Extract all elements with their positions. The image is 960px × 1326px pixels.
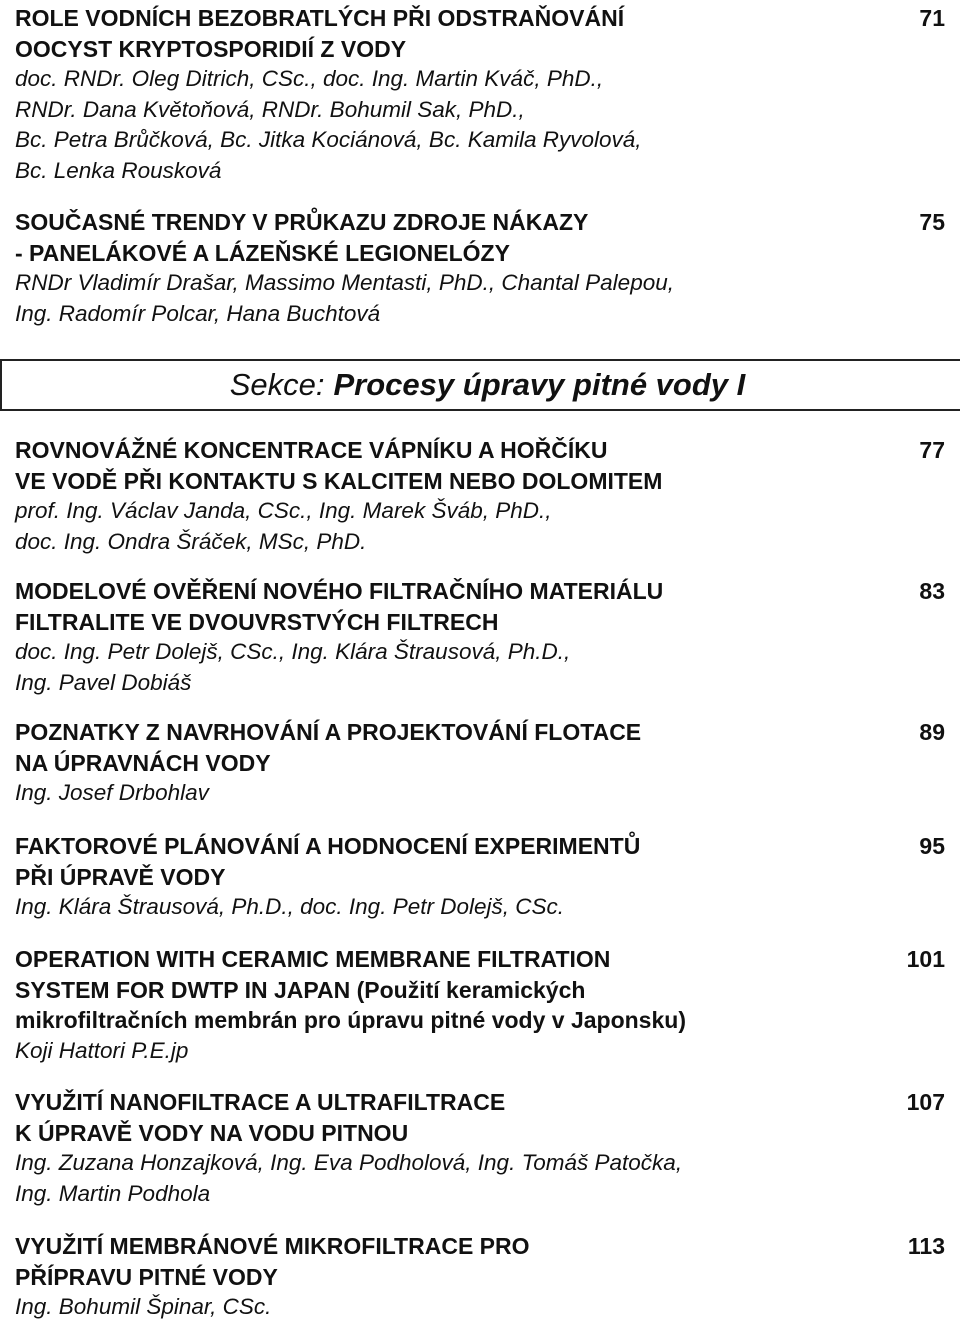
toc-entry	[15, 831, 945, 923]
entry-title-line: VE VODĚ PŘI KONTAKTU S KALCITEM NEBO DOLOMITEM	[15, 467, 663, 494]
entry-authors-line: Ing. Radomír Polcar, Hana Buchtová	[15, 300, 381, 326]
entry-title-line: PŘÍPRAVU PITNÉ VODY	[15, 1263, 278, 1290]
entry-page-number: 95	[919, 833, 945, 859]
entry-title-line: SOUČASNÉ TRENDY V PRŮKAZU ZDROJE NÁKAZY	[15, 209, 589, 235]
entry-authors-line: Ing. Pavel Dobiáš	[15, 669, 192, 695]
entry-authors-line: Ing. Josef Drbohlav	[15, 780, 209, 805]
entry-title-line: PŘI ÚPRAVĚ VODY	[15, 863, 226, 890]
toc-entry	[15, 207, 945, 329]
toc-entry	[15, 944, 945, 1066]
entry-authors-line: prof. Ing. Václav Janda, CSc., Ing. Marek Šváb, PhD.,	[15, 498, 552, 523]
entry-title-line: - PANELÁKOVÉ A LÁZEŇSKÉ LEGIONELÓZY	[15, 239, 510, 266]
entry-authors-line: Ing. Zuzana Honzajková, Ing. Eva Podholová, Ing. Tomáš Patočka,	[15, 1150, 683, 1175]
entry-title-line: MODELOVÉ OVĚŘENÍ NOVÉHO FILTRAČNÍHO MATERIÁLU	[15, 578, 664, 604]
entry-page-number: 113	[907, 1233, 945, 1259]
entry-title-line: ROVNOVÁŽNÉ KONCENTRACE VÁPNÍKU A HOŘČÍKU	[15, 437, 608, 463]
section-prefix: Sekce:	[229, 367, 325, 402]
toc-entry	[15, 435, 945, 557]
entry-page-number: 71	[919, 5, 945, 31]
entry-authors-line: doc. RNDr. Oleg Ditrich, CSc., doc. Ing. Martin Kváč, PhD.,	[15, 66, 604, 91]
toc-entry	[15, 1087, 945, 1209]
entry-title-line: ROLE VODNÍCH BEZOBRATLÝCH PŘI ODSTRAŇOVÁNÍ	[15, 5, 625, 31]
entry-authors-line: RNDr. Dana Květoňová, RNDr. Bohumil Sak, PhD.,	[15, 96, 525, 122]
entry-title-line: VYUŽITÍ NANOFILTRACE A ULTRAFILTRACE	[15, 1089, 506, 1115]
entry-page-number: 75	[919, 209, 945, 235]
entry-page-number: 89	[919, 719, 945, 745]
entry-title-line: VYUŽITÍ MEMBRÁNOVÉ MIKROFILTRACE PRO	[15, 1233, 530, 1259]
entry-page-number: 77	[919, 437, 945, 463]
entry-authors-line: Koji Hattori P.E.jp	[15, 1037, 189, 1063]
entry-authors-line: Bc. Petra Brůčková, Bc. Jitka Kociánová, Bc. Kamila Ryvolová,	[15, 127, 642, 152]
entry-authors-line: doc. Ing. Petr Dolejš, CSc., Ing. Klára Štrausová, Ph.D.,	[15, 639, 571, 664]
entry-title-line: OPERATION WITH CERAMIC MEMBRANE FILTRATION	[15, 946, 611, 972]
toc-entry	[15, 1231, 945, 1323]
entry-page-number: 101	[906, 946, 945, 972]
entry-authors-line: RNDr Vladimír Drašar, Massimo Mentasti, PhD., Chantal Palepou,	[15, 270, 674, 295]
toc-entry	[15, 717, 945, 809]
entry-authors-line: Ing. Bohumil Špinar, CSc.	[15, 1294, 272, 1319]
entry-page-number: 83	[919, 578, 945, 604]
entry-page-number: 107	[906, 1089, 945, 1115]
entry-authors-line: doc. Ing. Ondra Šráček, MSc, PhD.	[15, 528, 367, 554]
entry-title-line: mikrofiltračních membrán pro úpravu pitné vody v Japonsku)	[15, 1007, 686, 1033]
entry-title-line: K ÚPRAVĚ VODY NA VODU PITNOU	[15, 1119, 409, 1146]
toc-entry	[15, 3, 945, 186]
entry-title-line: FAKTOROVÉ PLÁNOVÁNÍ A HODNOCENÍ EXPERIMENTŮ	[15, 833, 641, 859]
entry-title-line: SYSTEM FOR DWTP IN JAPAN (Použití keramických	[15, 976, 586, 1003]
toc-entry	[15, 576, 945, 698]
entry-title-line: NA ÚPRAVNÁCH VODY	[15, 749, 271, 776]
section-header	[0, 359, 960, 411]
entry-title-line: FILTRALITE VE DVOUVRSTVÝCH FILTRECH	[15, 608, 499, 635]
section-name: Procesy úpravy pitné vody I	[333, 367, 746, 402]
entry-authors-line: Bc. Lenka Rousková	[15, 157, 222, 183]
entry-title-line: OOCYST KRYPTOSPORIDIÍ Z VODY	[15, 35, 407, 62]
entry-title-line: POZNATKY Z NAVRHOVÁNÍ A PROJEKTOVÁNÍ FLOTACE	[15, 719, 642, 745]
entry-authors-line: Ing. Klára Štrausová, Ph.D., doc. Ing. Petr Dolejš, CSc.	[15, 894, 564, 919]
entry-authors-line: Ing. Martin Podhola	[15, 1180, 211, 1206]
